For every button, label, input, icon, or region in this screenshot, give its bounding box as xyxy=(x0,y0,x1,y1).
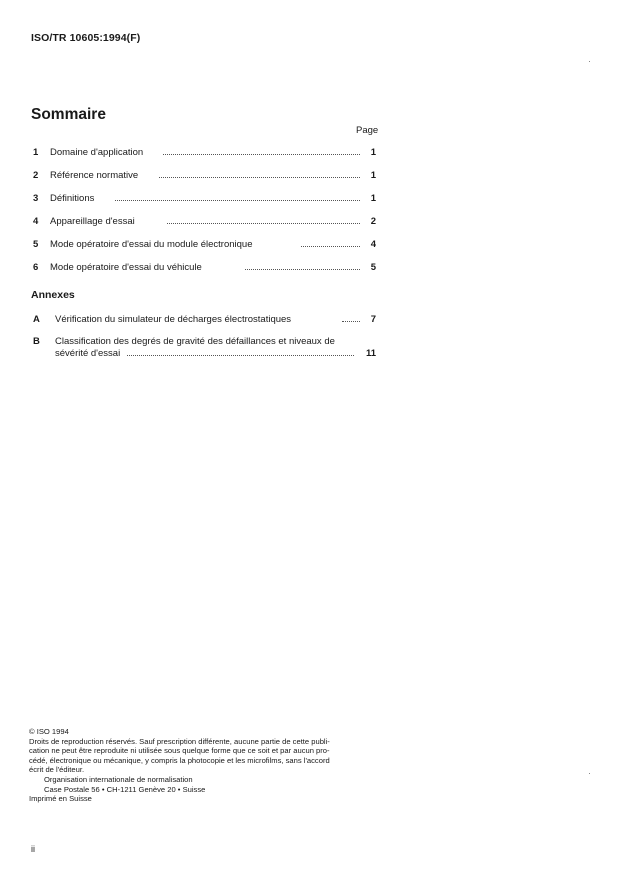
toc-entry-page: 2 xyxy=(370,216,376,227)
toc-entry[interactable] xyxy=(31,216,376,230)
toc-entry-number: 5 xyxy=(33,239,39,250)
annex-leader-row xyxy=(31,348,376,362)
annex-title: Classification des degrés de gravité des défaillances et niveaux de xyxy=(55,336,335,347)
toc-entry-page: 5 xyxy=(370,262,376,273)
toc-entry-title: Référence normative xyxy=(50,170,139,181)
annex-entry[interactable] xyxy=(31,314,376,328)
toc-entry-number: 2 xyxy=(33,170,39,181)
annex-page: 7 xyxy=(370,314,376,325)
annex-letter: B xyxy=(33,336,40,347)
annex-title-continuation: sévérité d'essai xyxy=(55,348,121,359)
toc-entry[interactable] xyxy=(31,262,376,276)
toc-entry[interactable] xyxy=(31,193,376,207)
dot-leader xyxy=(159,177,360,178)
toc-title: Sommaire xyxy=(31,106,106,123)
notice-line: Droits de reproduction réservés. Sauf prescription différente, aucune partie de cette publi- xyxy=(29,736,330,746)
dot-leader xyxy=(301,246,360,247)
toc-entry-title: Domaine d'application xyxy=(50,147,144,158)
toc-entry[interactable] xyxy=(31,147,376,161)
toc-entry-number: 1 xyxy=(33,147,39,158)
organization-address: Case Postale 56 • CH-1211 Genève 20 • Suisse xyxy=(44,784,206,794)
dot-leader xyxy=(127,355,354,356)
page-column-label: Page xyxy=(356,125,379,136)
toc-entry-page: 4 xyxy=(370,239,376,250)
annex-page: 11 xyxy=(365,348,376,359)
annex-title: Vérification du simulateur de décharges électrostatiques xyxy=(55,314,292,325)
scan-speck xyxy=(589,61,590,62)
organization-name: Organisation internationale de normalisation xyxy=(44,774,193,784)
annex-letter: A xyxy=(33,314,40,325)
toc-entry-page: 1 xyxy=(370,193,376,204)
toc-entry-number: 6 xyxy=(33,262,39,273)
dot-leader xyxy=(245,269,360,270)
printed-in: Imprimé en Suisse xyxy=(29,794,92,804)
toc-entry-title: Mode opératoire d'essai du module électronique xyxy=(50,239,253,250)
toc-entry-page: 1 xyxy=(370,170,376,181)
notice-line: cédé, électronique ou mécanique, y compris la photocopie et les microfilms, sans l'accord xyxy=(29,755,330,765)
dot-leader xyxy=(115,200,360,201)
scan-speck xyxy=(589,773,590,774)
toc-entry-title: Mode opératoire d'essai du véhicule xyxy=(50,262,202,273)
toc-entry-number: 4 xyxy=(33,216,39,227)
notice-line: écrit de l'éditeur. xyxy=(29,765,85,775)
notice-line: cation ne peut être reproduite ni utilisée sous quelque forme que ce soit et par aucun pro- xyxy=(29,746,330,756)
dot-leader xyxy=(163,154,360,155)
dot-leader xyxy=(342,321,360,322)
toc-entry-number: 3 xyxy=(33,193,39,204)
copyright-line: © ISO 1994 xyxy=(29,727,69,736)
toc-entry[interactable] xyxy=(31,239,376,253)
toc-entry-title: Définitions xyxy=(50,193,95,204)
page-number: ii xyxy=(31,844,35,854)
copyright-notice xyxy=(29,737,379,775)
toc-entry-page: 1 xyxy=(370,147,376,158)
toc-entry[interactable] xyxy=(31,170,376,184)
copyright-block xyxy=(29,727,379,804)
document-reference: ISO/TR 10605:1994(F) xyxy=(31,32,141,44)
dot-leader xyxy=(167,223,360,224)
annexes-heading: Annexes xyxy=(31,289,75,301)
toc-entry-title: Appareillage d'essai xyxy=(50,216,135,227)
